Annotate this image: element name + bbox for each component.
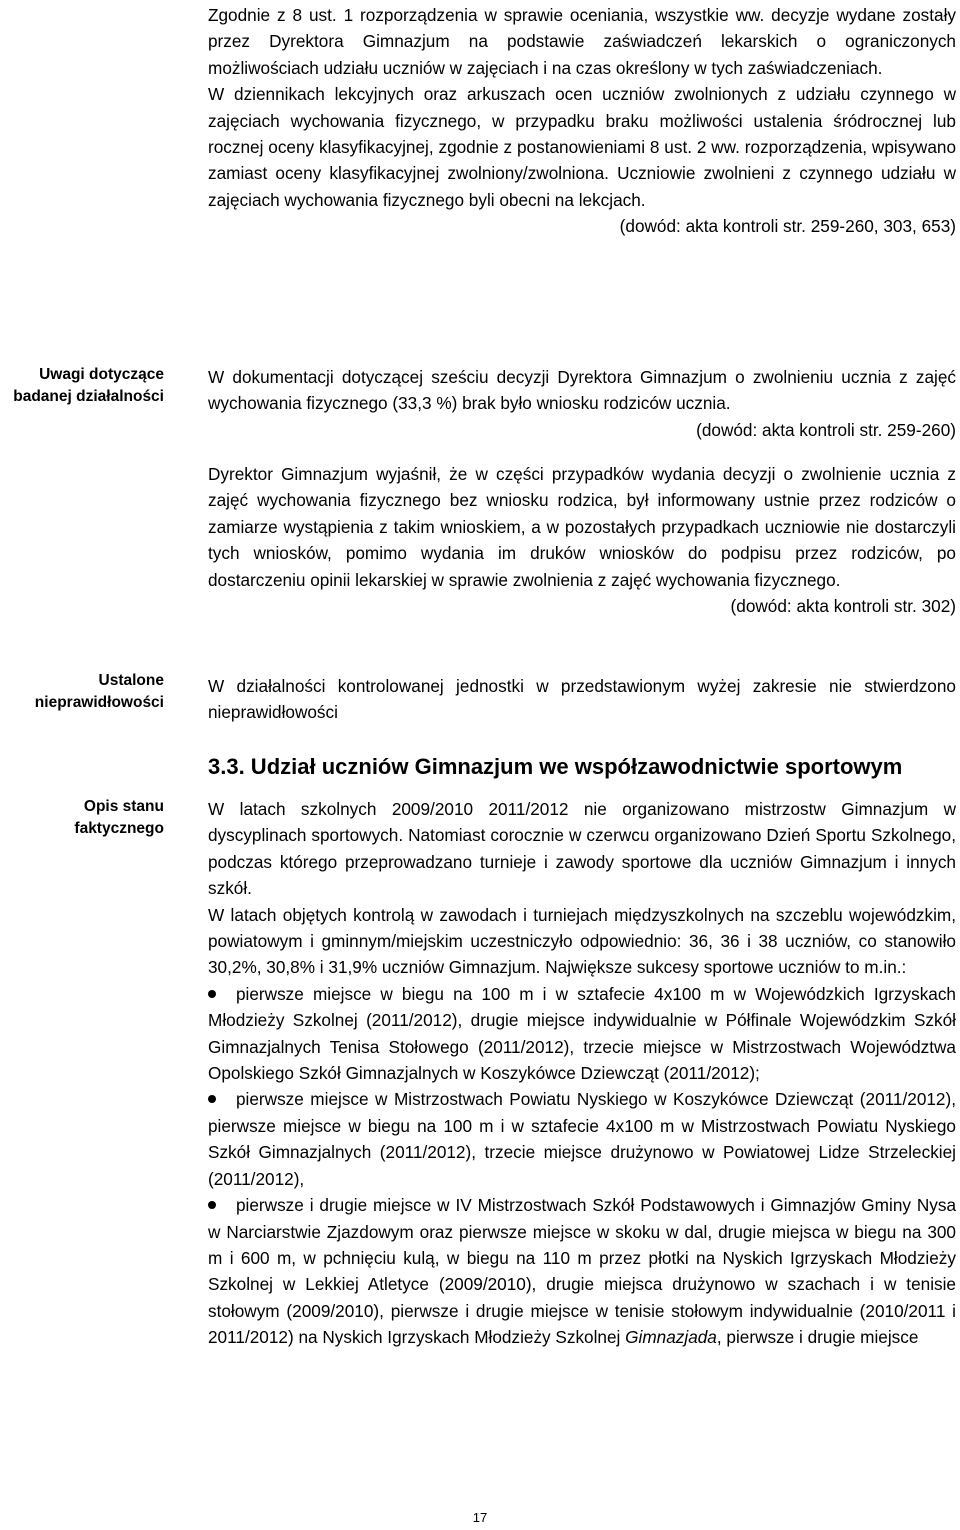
evidence-reference: (dowód: akta kontroli str. 259-260) [696, 419, 956, 440]
sidebar-label-opis: Opis stanu faktycznego [74, 798, 164, 837]
paragraph: W dokumentacji dotyczącej sześciu decyzji Dyrektora Gimnazjum o zwolnieniu ucznia z zajęć wychowania fizycznego (33,3 %) brak było wniosku rodziców ucznia. [208, 367, 956, 414]
achievements-list [208, 981, 956, 1351]
italic-term: Gimnazjada [625, 1327, 717, 1348]
list-item: pierwsze miejsce w biegu na 100 m i w sztafecie 4x100 m w Wojewódzkich Igrzyskach Młodzieży Szkolnej (2011/2012), drugie miejsce indywidualnie w Półfinale Wojewódzkim Szkół Gimnazjalnych Tenisa Stołowego (2011/2012), trzecie miejsce w Mistrzostwach Województwa Opolskiego Szkół Gimnazjalnych w Koszykówce Dziewcząt (2011/2012); [208, 983, 956, 1084]
section-heading [208, 752, 956, 782]
paragraph: W działalności kontrolowanej jednostki w przedstawionym wyżej zakresie nie stwierdzono nieprawidłowości [208, 676, 956, 723]
list-item: pierwsze miejsce w Mistrzostwach Powiatu Nyskiego w Koszykówce Dziewcząt (2011/2012), pierwsze miejsce w biegu na 100 m i w sztafecie 4x100 m w Mistrzostwach Powiatu Nyskiego Szkół Gimnazjalnych (2011/2012), trzecie miejsce drużynowo w Powiatowej Lidze Strzeleckiej (2011/2012), [208, 1089, 956, 1189]
sidebar-label-uwagi: Uwagi dotyczące badanej działalności [13, 366, 164, 405]
sidebar-label-ustalone: Ustalone nieprawidłowości [34, 672, 164, 711]
page-number: 17 [472, 1510, 488, 1525]
evidence-reference: (dowód: akta kontroli str. 302) [730, 596, 956, 617]
bullet-icon [208, 1201, 216, 1209]
paragraph: Zgodnie z 8 ust. 1 rozporządzenia w sprawie oceniania, wszystkie ww. decyzje wydane zostały przez Dyrektora Gimnazjum na podstawie zaświadczeń lekarskich o ograniczonych możliwościach udziału uczniów w zajęciach i na czas określony w tych zaświadczeniach. [208, 5, 956, 78]
list-item: pierwsze i drugie miejsce w IV Mistrzostwach Szkół Podstawowych i Gimnazjów Gminy Nysa w Narciarstwie Zjazdowym oraz pierwsze miejsce w skoku w dal, drugie miejsca w biegu na 300 m i 600 m, w pchnięciu kulą, w biegu na 110 m przez płotki na Nyskich Igrzyskach Młodzieży Szkolnej w Lekkiej Atletyce (2009/2010), drugie miejsca drużynowo w szachach i w tenisie stołowym (2009/2010), pierwsze i drugie miejsce w tenisie stołowym indywidualnie (2010/2011 i 2011/2012) na Nyskich Igrzyskach Młodzieży Szkolnej Gimnazjada, pierwsze i drugie miejsce [208, 1195, 956, 1348]
paragraph: Dyrektor Gimnazjum wyjaśnił, że w części przypadków wydania decyzji o zwolnienie ucznia z zajęć wychowania fizycznego bez wniosku rodzica, był informowany ustnie przez rodziców o zamiarze wystąpienia z takim wnioskiem, a w pozostałych przypadkach uczniowie nie dostarczyli tych wniosków, pomimo wydania im druków wniosków do podpisu przez rodziców, po dostarczeniu opinii lekarskiej w sprawie zwolnienia z zajęć wychowania fizycznego. [208, 464, 956, 590]
bullet-icon [208, 1095, 216, 1103]
paragraph: W latach szkolnych 2009/2010 2011/2012 nie organizowano mistrzostw Gimnazjum w dyscyplinach sportowych. Natomiast corocznie w czerwcu organizowano Dzień Sportu Szkolnego, podczas którego przeprowadzano turnieje i zawody sportowe dla uczniów Gimnazjum i innych szkół. [208, 799, 956, 899]
uwagi-explanation [208, 461, 956, 619]
heading-text: 3.3. Udział uczniów Gimnazjum we współzawodnictwie sportowym [208, 754, 903, 779]
paragraph: W dziennikach lekcyjnych oraz arkuszach ocen uczniów zwolnionych z udziału czynnego w zajęciach wychowania fizycznego, w przypadku braku możliwości ustalenia śródrocznej lub rocznej oceny klasyfikacyjnej, zgodnie z postanowieniami 8 ust. 2 ww. rozporządzenia, wpisywano zamiast oceny klasyfikacyjnej zwolniony/zwolniona. Uczniowie zwolnieni z czynnego udziału w zajęciach wychowania fizycznego byli obecni na lekcjach. [208, 84, 956, 210]
uwagi-section [208, 364, 956, 443]
ustalone-section [208, 673, 956, 726]
paragraph: W latach objętych kontrolą w zawodach i turniejach międzyszkolnych na szczeblu wojewódzkim, powiatowym i gminnym/miejskim uczestniczyło odpowiednio: 36, 36 i 38 uczniów, co stanowiło 30,2%, 30,8% i 31,9% uczniów Gimnazjum. Największe sukcesy sportowe uczniów to m.in.: [208, 904, 956, 978]
opis-section [208, 796, 956, 1351]
evidence-reference: (dowód: akta kontroli str. 259-260, 303, 653) [619, 216, 956, 237]
top-section [208, 2, 956, 240]
bullet-icon [208, 990, 216, 998]
